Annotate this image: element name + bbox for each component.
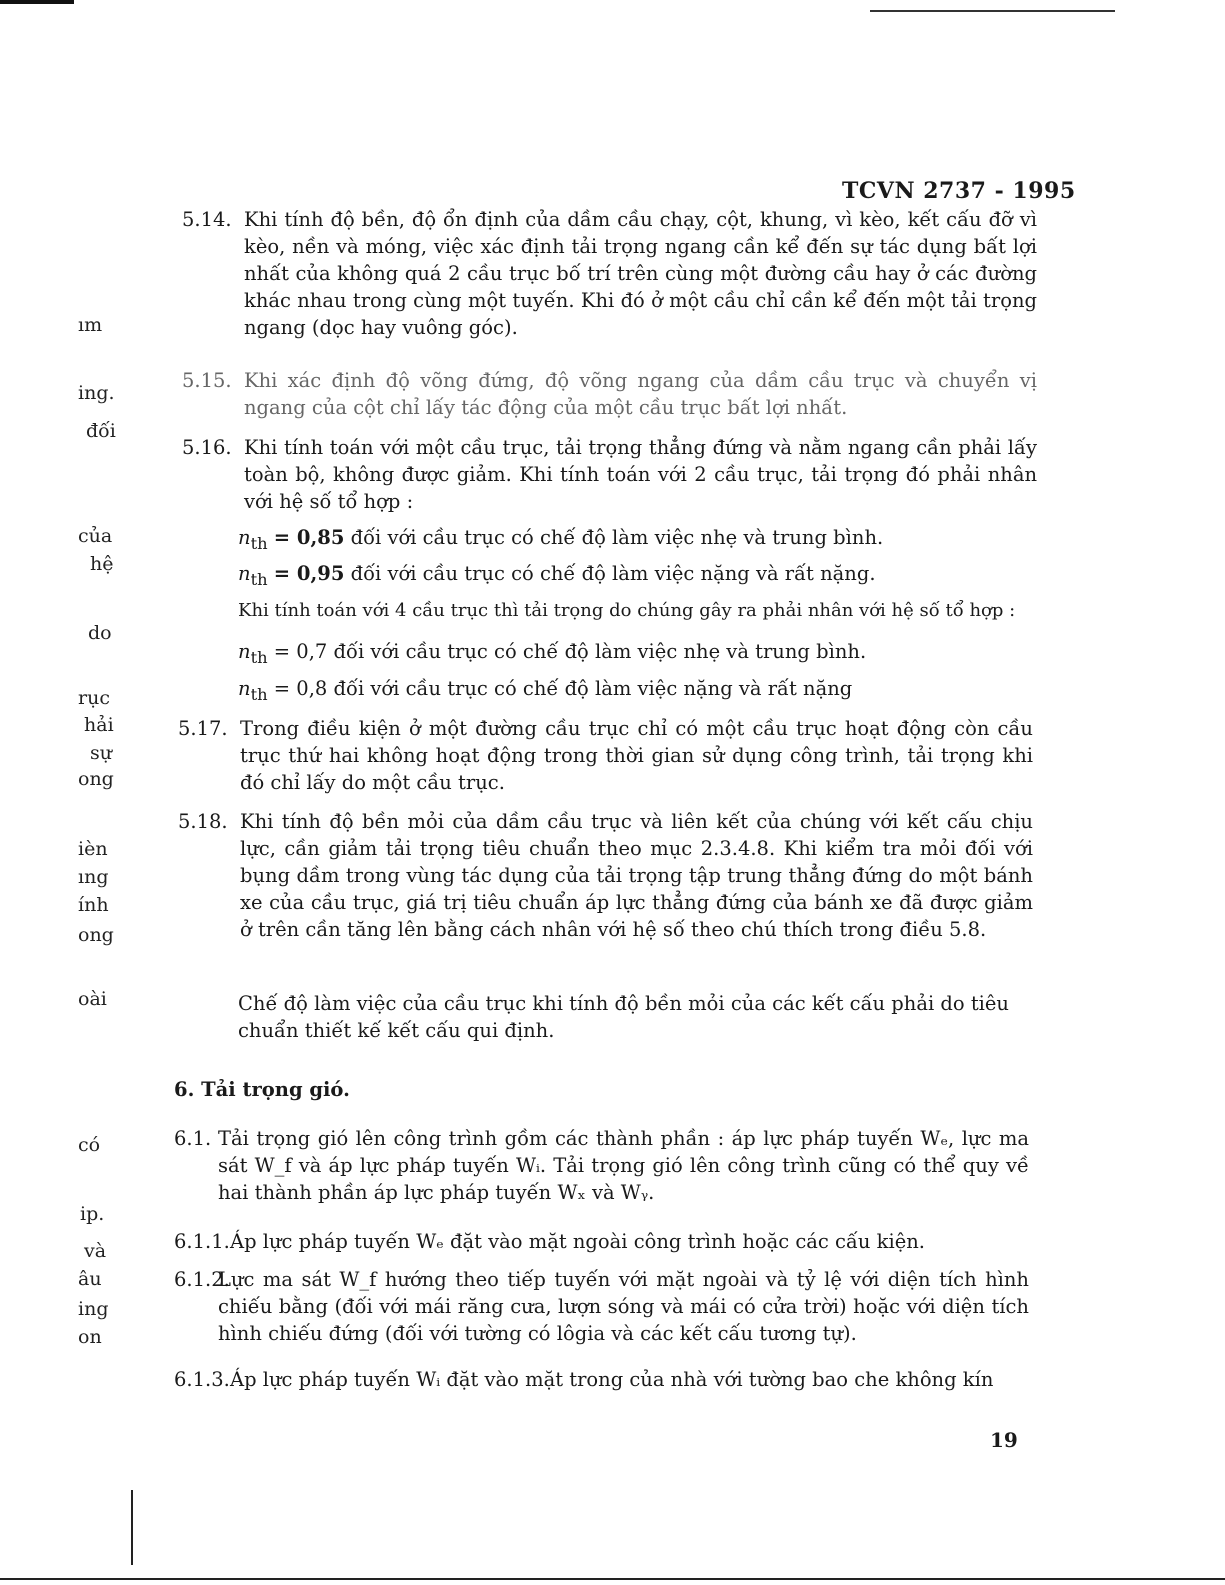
formula-value: = 0,7 bbox=[273, 640, 328, 663]
clause-5-17 bbox=[178, 715, 1033, 796]
clause-text: Khi xác định độ võng đứng, độ võng ngang của dầm cầu trục và chuyển vị ngang của cột chỉ lấy tác động của một cầu trục bất lợi nhất. bbox=[244, 369, 1037, 419]
page-number: 19 bbox=[990, 1428, 1018, 1452]
formula-subscript: th bbox=[250, 569, 268, 589]
clause-number: 6.1. bbox=[174, 1127, 212, 1150]
clause-6-1-3 bbox=[174, 1366, 1029, 1393]
clause-5-16 bbox=[182, 434, 1037, 515]
four-cranes-note: Khi tính toán với 4 cầu trục thì tải trọng do chúng gây ra phải nhân với hệ số tổ hợp : bbox=[238, 600, 1016, 621]
margin-fragment: ong bbox=[78, 768, 114, 790]
scan-artifact bbox=[0, 0, 74, 4]
margin-fragment: on bbox=[78, 1326, 102, 1348]
formula-text: đối với cầu trục có chế độ làm việc nặng và rất nặng bbox=[333, 677, 853, 700]
clause-text: Áp lực pháp tuyến Wᵢ đặt vào mặt trong của nhà với tường bao che không kín bbox=[230, 1368, 994, 1391]
margin-fragment: ính bbox=[78, 894, 109, 916]
margin-fragment: âu bbox=[78, 1268, 102, 1290]
margin-fragment: và bbox=[84, 1240, 107, 1262]
margin-fragment: oài bbox=[78, 988, 107, 1010]
clause-5-15 bbox=[182, 367, 1037, 421]
clause-number: 5.18. bbox=[178, 810, 228, 833]
clause-number: 5.15. bbox=[182, 369, 232, 392]
clause-text: Khi tính độ bền mỏi của dầm cầu trục và liên kết của chúng với kết cấu chịu lực, cần giảm tải trọng tiêu chuẩn theo mục 2.3.4.8. Khi kiểm tra mỏi đối với bụng dầm trong vùng tác dụng của tải trọng tập trung thẳng đứng do một bánh xe của cầu trục, giá trị tiêu chuẩn áp lực thẳng đứng của bánh xe đã được giảm ở trên cần tăng lên bằng cách nhân với hệ số theo chú thích trong điều 5.8. bbox=[240, 810, 1033, 941]
formula-symbol: n bbox=[238, 677, 251, 700]
formula-symbol: n bbox=[238, 640, 251, 663]
formula-row bbox=[238, 562, 876, 589]
clause-6-1-2 bbox=[174, 1266, 1029, 1347]
margin-fragment: do bbox=[88, 622, 112, 644]
clause-number: 5.17. bbox=[178, 717, 228, 740]
margin-fragment: ièn bbox=[78, 838, 108, 860]
clause-text: Trong điều kiện ở một đường cầu trục chỉ có một cầu trục hoạt động còn cầu trục thứ hai không hoạt động trong thời gian sử dụng công trình, tải trọng khi đó chỉ lấy do một cầu trục. bbox=[240, 717, 1033, 794]
formula-value: = 0,8 bbox=[273, 677, 328, 700]
clause-number: 6.1.1. bbox=[174, 1230, 230, 1253]
formula-symbol: n bbox=[238, 526, 251, 549]
clause-number: 5.14. bbox=[182, 208, 232, 231]
margin-fragment: ım bbox=[78, 314, 103, 336]
margin-fragment: hải bbox=[84, 714, 114, 736]
margin-fragment: ıng bbox=[78, 866, 109, 888]
formula-subscript: th bbox=[250, 647, 268, 667]
clause-5-18 bbox=[178, 808, 1033, 943]
margin-fragment: ong bbox=[78, 924, 114, 946]
clause-text: Lực ma sát W_f hướng theo tiếp tuyến với mặt ngoài và tỷ lệ với diện tích hình chiếu bằng (đối với mái răng cưa, lượn sóng và mái có cửa trời) hoặc với diện tích hình chiếu đứng (đối với tường có lôgia và các kết cấu tương tự). bbox=[218, 1268, 1029, 1345]
margin-fragment: ing. bbox=[78, 382, 115, 404]
formula-row bbox=[238, 640, 866, 667]
formula-text: đối với cầu trục có chế độ làm việc nhẹ và trung bình. bbox=[350, 526, 884, 549]
clause-5-14 bbox=[182, 206, 1037, 341]
section-title: 6. Tải trọng gió. bbox=[174, 1078, 350, 1101]
formula-value: = 0,85 bbox=[273, 526, 345, 549]
formula-row bbox=[238, 526, 883, 553]
margin-fragment: ing bbox=[78, 1298, 109, 1320]
clause-number: 5.16. bbox=[182, 436, 232, 459]
margin-fragment: rục bbox=[78, 687, 110, 709]
clause-text: Tải trọng gió lên công trình gồm các thành phần : áp lực pháp tuyến Wₑ, lực ma sát W_f và áp lực pháp tuyến Wᵢ. Tải trọng gió lên công trình cũng có thể quy về hai thành phần áp lực pháp tuyến Wₓ và Wᵧ. bbox=[218, 1127, 1029, 1204]
formula-symbol: n bbox=[238, 562, 251, 585]
clause-text: Áp lực pháp tuyến Wₑ đặt vào mặt ngoài công trình hoặc các cấu kiện. bbox=[230, 1230, 926, 1253]
standard-header: TCVN 2737 - 1995 bbox=[842, 178, 1076, 204]
scan-artifact bbox=[131, 1490, 133, 1565]
clause-text: Khi tính toán với một cầu trục, tải trọng thẳng đứng và nằm ngang cần phải lấy toàn bộ, không được giảm. Khi tính toán với 2 cầu trục, tải trọng đó phải nhân với hệ số tổ hợp : bbox=[244, 436, 1037, 513]
clause-6-1-1 bbox=[174, 1228, 1029, 1255]
clause-text: Khi tính độ bền, độ ổn định của dầm cầu chạy, cột, khung, vì kèo, kết cấu đỡ vì kèo, nền và móng, việc xác định tải trọng ngang cần kể đến sự tác dụng bất lợi nhất của không quá 2 cầu trục bố trí trên cùng một đường cầu hay ở các đường khác nhau trong cùng một tuyến. Khi đó ở một cầu chỉ cần kể đến một tải trọng ngang (dọc hay vuông góc). bbox=[244, 208, 1037, 339]
clause-number: 6.1.2. bbox=[174, 1268, 230, 1291]
formula-value: = 0,95 bbox=[273, 562, 345, 585]
margin-fragment: hệ bbox=[90, 553, 114, 575]
scan-artifact bbox=[0, 1578, 1225, 1580]
formula-text: đối với cầu trục có chế độ làm việc nhẹ và trung bình. bbox=[333, 640, 867, 663]
fatigue-note: Chế độ làm việc của cầu trục khi tính độ bền mỏi của các kết cấu phải do tiêu chuẩn thiết kế kết cấu qui định. bbox=[238, 992, 1009, 1042]
margin-fragment: ip. bbox=[80, 1203, 105, 1225]
formula-row bbox=[238, 677, 852, 704]
clause-number: 6.1.3. bbox=[174, 1368, 230, 1391]
formula-subscript: th bbox=[250, 684, 268, 704]
formula-subscript: th bbox=[250, 533, 268, 553]
margin-fragment: của bbox=[78, 525, 113, 547]
scan-artifact bbox=[870, 10, 1115, 12]
clause-6-1 bbox=[174, 1125, 1029, 1206]
margin-fragment: có bbox=[78, 1134, 101, 1156]
margin-fragment: sự bbox=[90, 742, 112, 764]
margin-fragment: đối bbox=[86, 420, 116, 442]
formula-text: đối với cầu trục có chế độ làm việc nặng và rất nặng. bbox=[350, 562, 876, 585]
